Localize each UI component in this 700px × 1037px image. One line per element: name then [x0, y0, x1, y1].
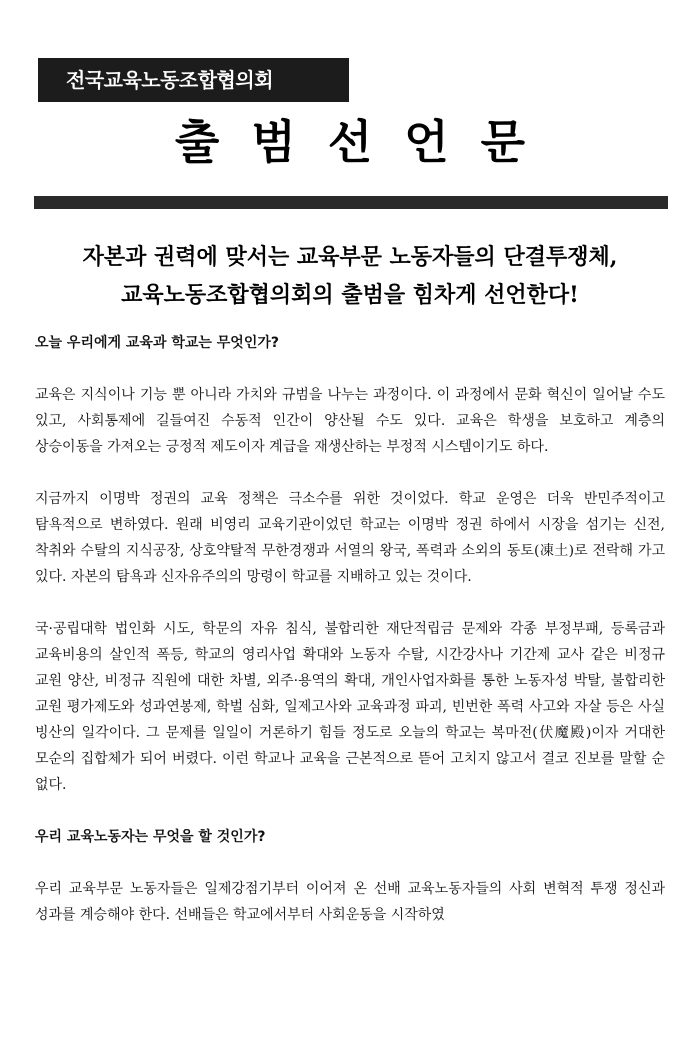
section-heading: 우리 교육노동자는 무엇을 할 것인가? [35, 829, 266, 845]
headline-line-1: 자본과 권력에 맞서는 교육부문 노동자들의 단결투쟁체, [82, 244, 618, 270]
title-divider [34, 196, 668, 209]
body-paragraph: 지금까지 이명박 정권의 교육 정책은 극소수를 위한 것이었다. 학교 운영은 더욱 반민주적이고 탐욕적으로 변하였다. 원래 비영리 교육기관이었던 학교는 이명박 정권 하에서 시장을 섬기는 신전, 착취와 수탈의 지식공장, 상호약탈적 무한경쟁과 서열의 왕국, 폭력과 소외의 동토(凍土)로 전락해 가고 있다. 자본의 탐욕과 신자유주의의 망령이 학교를 지배하고 있는 것이다. [35, 491, 665, 585]
headline [0, 238, 700, 314]
document-title: 출범선언문 [174, 115, 558, 169]
body-paragraph: 우리 교육부문 노동자들은 일제강점기부터 이어져 온 선배 교육노동자들의 사회 변혁적 투쟁 정신과 성과를 계승해야 한다. 선배들은 학교에서부터 사회운동을 시작하였 [35, 881, 665, 923]
section-heading: 오늘 우리에게 교육과 학교는 무엇인가? [35, 335, 280, 351]
headline-line-2: 교육노동조합협의회의 출범을 힘차게 선언한다! [121, 282, 579, 308]
organization-name-banner: 전국교육노동조합협의회 [38, 58, 349, 102]
body-paragraph: 국·공립대학 법인화 시도, 학문의 자유 침식, 불합리한 재단적립금 문제와 각종 부정부패, 등록금과 교육비용의 살인적 폭등, 학교의 영리사업 확대와 노동자 수탈, 시간강사나 기간제 교사 같은 비정규 교원 양산, 비정규 직원에 대한 차별, 외주·용역의 확대, 개인사업자화를 통한 노동자성 박탈, 불합리한 교원 평가제도와 성과연봉제, 학벌 심화, 일제고사와 교육과정 파괴, 빈번한 폭력 사고와 자살 등은 사실 빙산의 일각이다. 그 문제를 일일이 거론하기 힘들 정도로 오늘의 학교는 복마전(伏魔殿)이자 거대한 모순의 집합체가 되어 버렸다. 이런 학교나 교육을 근본적으로 뜯어 고치지 않고서 결코 진보를 말할 순 없다. [35, 621, 665, 793]
document-body [35, 330, 665, 928]
body-paragraph: 교육은 지식이나 기능 뿐 아니라 가치와 규범을 나누는 과정이다. 이 과정에서 문화 혁신이 일어날 수도 있고, 사회통제에 길들여진 수동적 인간이 양산될 수도 있다. 교육은 학생을 보호하고 계층의 상승이동을 가져오는 긍정적 제도이자 계급을 재생산하는 부정적 시스템이기도 하다. [35, 387, 665, 455]
